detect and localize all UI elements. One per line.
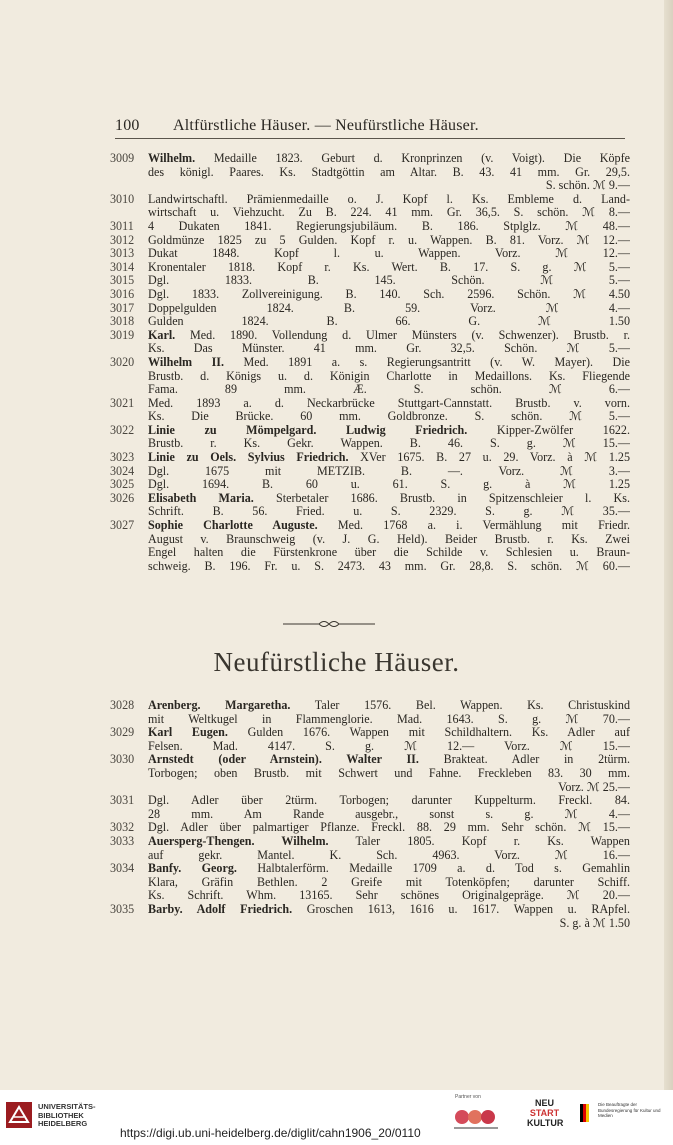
entry-line bbox=[148, 315, 630, 329]
catalog-entry bbox=[110, 465, 630, 479]
entry-line bbox=[148, 179, 630, 193]
entry-name: Elisabeth Maria. bbox=[148, 491, 254, 505]
bkm-text: Die Beauftragte der Bundesregierung für Kultur und Medien bbox=[598, 1102, 661, 1118]
entry-line bbox=[148, 424, 630, 438]
partner-label: Partner von bbox=[455, 1094, 481, 1100]
entry-text: Med. 1893 a. d. Neckarbrücke Stuttgart-Cannstatt. Brustb. v. vorn. bbox=[148, 396, 630, 410]
catalog-entry bbox=[110, 794, 630, 821]
entry-text: S. schön. ℳ 9.— bbox=[545, 179, 630, 193]
catalog-entry bbox=[110, 451, 630, 465]
catalog-entry bbox=[110, 302, 630, 316]
entry-text: Brustb. d. Königs u. d. Königin Charlotte in Medaillons. Ks. Fliegende bbox=[148, 369, 630, 383]
entry-name: Arnstedt (oder Arnstein). Walter II. bbox=[148, 753, 419, 767]
entry-line bbox=[148, 220, 630, 234]
catalog-entry bbox=[110, 492, 630, 519]
entry-line bbox=[148, 546, 630, 560]
entry-line bbox=[148, 288, 630, 302]
catalog-entry bbox=[110, 478, 630, 492]
entry-text: Ks. Das Münster. 41 mm. Gr. 32,5. Schön. ℳ 5.— bbox=[148, 342, 630, 356]
entry-text: Engel halten die Fürstenkrone über die Schilde v. Schlesien u. Braun- bbox=[148, 546, 630, 560]
lot-number: 3013 bbox=[110, 246, 135, 261]
entry-line bbox=[148, 767, 630, 781]
entry-text: Gulden 1676. Wappen mit Schildhaltern. Ks. Adler auf bbox=[247, 726, 630, 740]
entry-text: Kronentaler 1818. Kopf r. Ks. Wert. B. 17. S. g. ℳ 5.— bbox=[148, 260, 630, 274]
permalink-url[interactable]: https://digi.ub.uni-heidelberg.de/diglit/cahn1906_20/0110 bbox=[120, 1126, 421, 1140]
entry-line bbox=[148, 234, 630, 248]
entry-text: Brakteat. Adler in 2türm. bbox=[443, 753, 630, 767]
entry-line bbox=[148, 383, 630, 397]
entry-line bbox=[148, 193, 630, 207]
entry-text: des königl. Paares. Ks. Stadtgöttin am Altar. B. 43. 41 mm. Gr. 29,5. bbox=[148, 165, 630, 179]
lot-number: 3016 bbox=[110, 286, 135, 301]
entry-line bbox=[148, 492, 630, 506]
entry-name: Sophie Charlotte Auguste. bbox=[148, 519, 318, 533]
entry-text: Med. 1891 a. s. Regierungsantritt (v. W. Mayer). Die bbox=[243, 355, 630, 369]
entry-text: Sterbetaler 1686. Brustb. in Spitzenschleier l. Ks. bbox=[275, 491, 630, 505]
entry-text: August v. Braunschweig (v. J. G. Held). Beider Brustb. r. Ks. Zwei bbox=[148, 532, 630, 546]
library-name-line: BIBLIOTHEK bbox=[38, 1110, 84, 1120]
neustart-line: START bbox=[529, 1108, 560, 1118]
entry-name: Arenberg. Margaretha. bbox=[148, 699, 291, 712]
library-name-line: HEIDELBERG bbox=[38, 1119, 88, 1128]
entries-list-first bbox=[110, 152, 630, 573]
library-name-line: UNIVERSITÄTS- bbox=[38, 1102, 96, 1111]
entry-text: mit Weltkugel in Flammenglorie. Mad. 1643. S. g. ℳ 70.— bbox=[148, 712, 630, 726]
entry-line bbox=[148, 329, 630, 343]
entry-line bbox=[148, 505, 630, 519]
catalog-entry bbox=[110, 835, 630, 862]
lot-number: 3021 bbox=[110, 395, 135, 410]
catalog-entry bbox=[110, 424, 630, 451]
entry-line bbox=[148, 808, 630, 822]
lot-number: 3023 bbox=[110, 450, 135, 465]
catalog-entry bbox=[110, 193, 630, 220]
entry-line bbox=[148, 917, 630, 931]
entry-text: Vorz. ℳ 25.— bbox=[558, 780, 630, 794]
entry-text: Dgl. 1833. B. 145. Schön. ℳ 5.— bbox=[148, 274, 630, 288]
entry-line bbox=[148, 478, 630, 492]
header-rule bbox=[115, 138, 625, 139]
entry-line bbox=[148, 356, 630, 370]
entry-line bbox=[148, 876, 630, 890]
entry-text: Torbogen; oben Brustb. mit Schwert und Fahne. Freckleben 83. 30 mm. bbox=[148, 766, 630, 780]
entry-text: XVer 1675. B. 27 u. 29. Vorz. à ℳ 1.25 bbox=[360, 451, 630, 465]
entry-text: Felsen. Mad. 4147. S. g. ℳ 12.— Vorz. ℳ 15.— bbox=[148, 739, 630, 753]
lot-number: 3019 bbox=[110, 327, 135, 342]
entry-text: Kipper-Zwölfer 1622. bbox=[496, 423, 630, 437]
catalog-entry bbox=[110, 220, 630, 234]
lot-number: 3026 bbox=[110, 490, 135, 505]
entry-line bbox=[148, 166, 630, 180]
entry-name: Barby. Adolf Friedrich. bbox=[148, 902, 293, 916]
catalog-entry bbox=[110, 261, 630, 275]
entry-name: Linie zu Mömpelgard. Ludwig Friedrich. bbox=[148, 423, 468, 437]
entry-line bbox=[148, 821, 630, 835]
catalog-entry bbox=[110, 726, 630, 753]
lot-number: 3030 bbox=[110, 752, 135, 767]
footer-bar bbox=[0, 1090, 673, 1145]
lot-number: 3010 bbox=[110, 191, 135, 206]
entry-line bbox=[148, 726, 630, 740]
entry-text: Med. 1890. Vollendung d. Ulmer Münsters (v. Schwenzer). Brustb. r. bbox=[190, 328, 630, 342]
entry-line bbox=[148, 451, 630, 465]
entry-text: Klara, Gräfin Bethlen. 2 Greife mit Totenköpfen; darunter Schiff. bbox=[148, 875, 630, 889]
entry-line bbox=[148, 465, 630, 479]
entry-text: 28 mm. Am Rande ausgebr., sonst s. g. ℳ 4.— bbox=[148, 807, 630, 821]
lot-number: 3018 bbox=[110, 314, 135, 329]
entry-line bbox=[148, 206, 630, 220]
entry-line bbox=[148, 560, 630, 574]
entry-text: Gulden 1824. B. 66. G. ℳ 1.50 bbox=[148, 315, 630, 329]
entry-line bbox=[148, 794, 630, 808]
entry-line bbox=[148, 342, 630, 356]
running-header bbox=[115, 117, 625, 135]
lot-number: 3017 bbox=[110, 300, 135, 315]
catalog-entry bbox=[110, 699, 630, 726]
library-name bbox=[38, 1103, 96, 1129]
lot-number: 3034 bbox=[110, 861, 135, 876]
lot-number: 3011 bbox=[110, 218, 134, 233]
lot-number: 3009 bbox=[110, 151, 135, 165]
catalog-entry bbox=[110, 903, 630, 930]
catalog-entry bbox=[110, 288, 630, 302]
entry-name: Linie zu Oels. Sylvius Friedrich. bbox=[148, 451, 349, 465]
lot-number: 3022 bbox=[110, 422, 135, 437]
catalog-entry bbox=[110, 234, 630, 248]
catalog-entry bbox=[110, 397, 630, 424]
entry-line bbox=[148, 753, 630, 767]
entry-line bbox=[148, 781, 630, 795]
entry-line bbox=[148, 889, 630, 903]
entry-text: Medaille 1823. Geburt d. Kronprinzen (v. Voigt). Die Köpfe bbox=[213, 152, 630, 165]
catalog-entry bbox=[110, 753, 630, 794]
entry-line bbox=[148, 849, 630, 863]
entry-line bbox=[148, 699, 630, 713]
entry-line bbox=[148, 835, 630, 849]
entry-text: Doppelgulden 1824. B. 59. Vorz. ℳ 4.— bbox=[148, 301, 630, 315]
entry-text: Fama. 89 mm. Æ. S. schön. ℳ 6.— bbox=[148, 383, 630, 397]
lot-number: 3025 bbox=[110, 477, 135, 492]
entry-line bbox=[148, 862, 630, 876]
entry-line bbox=[148, 519, 630, 533]
entry-line bbox=[148, 261, 630, 275]
entry-line bbox=[148, 302, 630, 316]
page-edge bbox=[664, 0, 673, 1090]
catalog-entry bbox=[110, 274, 630, 288]
entry-name: Wilhelm. bbox=[148, 152, 196, 165]
catalog-entry bbox=[110, 329, 630, 356]
entry-line bbox=[148, 410, 630, 424]
entry-text: Dgl. 1675 mit METZIB. B. —. Vorz. ℳ 3.— bbox=[148, 464, 630, 478]
lot-number: 3032 bbox=[110, 820, 135, 835]
lot-number: 3020 bbox=[110, 354, 135, 369]
lot-number: 3014 bbox=[110, 259, 135, 274]
entry-line bbox=[148, 370, 630, 384]
lot-number: 3015 bbox=[110, 273, 135, 288]
catalog-entry bbox=[110, 356, 630, 397]
entry-text: Med. 1768 a. i. Vermählung mit Friedr. bbox=[337, 519, 630, 533]
page-number: 100 bbox=[115, 117, 140, 134]
partner-logo-icon bbox=[448, 1102, 504, 1132]
entry-text: Dgl. Adler über 2türm. Torbogen; darunter Kuppelturm. Freckl. 84. bbox=[148, 794, 630, 808]
section-title: Neufürstliche Häuser. bbox=[213, 647, 460, 677]
entry-text: Landwirtschaftl. Prämienmedaille o. J. Kopf l. Ks. Embleme d. Land- bbox=[148, 192, 630, 206]
catalog-entry bbox=[110, 247, 630, 261]
federal-eagle-icon bbox=[580, 1104, 594, 1122]
catalog-entry bbox=[110, 152, 630, 193]
entry-text: Brustb. r. Ks. Gekr. Wappen. B. 46. S. g. ℳ 15.— bbox=[148, 437, 630, 451]
entry-text: S. g. à ℳ 1.50 bbox=[559, 916, 630, 930]
entry-name: Auersperg-Thengen. Wilhelm. bbox=[148, 834, 329, 848]
entry-text: Ks. Schrift. Whm. 13165. Sehr schönes Originalgepräge. ℳ 20.— bbox=[148, 889, 630, 903]
lot-number: 3028 bbox=[110, 698, 135, 712]
lot-number: 3029 bbox=[110, 725, 135, 740]
entry-text: 4 Dukaten 1841. Regierungsjubiläum. B. 186. Stplglz. ℳ 48.— bbox=[148, 219, 630, 233]
neustart-kultur-logo bbox=[527, 1098, 562, 1138]
entry-text: wirtschaft u. Viehzucht. Zu B. 224. 41 mm. Gr. 36,5. S. schön. ℳ 8.— bbox=[148, 206, 630, 220]
entry-text: Taler 1805. Kopf r. Ks. Wappen bbox=[355, 834, 630, 848]
university-library-logo-icon bbox=[6, 1102, 32, 1128]
entry-text: Goldmünze 1825 zu 5 Gulden. Kopf r. u. Wappen. B. 81. Vorz. ℳ 12.— bbox=[148, 233, 630, 247]
entry-text: Ks. Die Brücke. 60 mm. Goldbronze. S. schön. ℳ 5.— bbox=[148, 410, 630, 424]
entry-text: Dgl. Adler über palmartiger Pflanze. Freckl. 88. 29 mm. Sehr schön. ℳ 15.— bbox=[148, 821, 630, 835]
catalog-entry bbox=[110, 862, 630, 903]
neustart-line: NEU bbox=[534, 1098, 554, 1108]
entry-text: Dgl. 1833. Zollvereinigung. B. 140. Sch. 2596. Schön. ℳ 4.50 bbox=[148, 287, 630, 301]
lot-number: 3031 bbox=[110, 793, 135, 808]
lot-number: 3035 bbox=[110, 901, 135, 916]
entry-line bbox=[148, 533, 630, 547]
entry-text: schweig. B. 196. Fr. u. S. 2473. 43 mm. Gr. 28,8. S. schön. ℳ 60.— bbox=[148, 559, 630, 573]
entry-line bbox=[148, 152, 630, 166]
entries-list-second bbox=[110, 699, 630, 930]
entry-text: Taler 1576. Bel. Wappen. Ks. Christuskind bbox=[314, 699, 630, 712]
entry-name: Banfy. Georg. bbox=[148, 862, 237, 876]
lot-number: 3033 bbox=[110, 833, 135, 848]
entry-name: Karl Eugen. bbox=[148, 726, 228, 740]
catalog-entry bbox=[110, 519, 630, 573]
neustart-line: KULTUR bbox=[527, 1118, 564, 1128]
divider-ornament bbox=[283, 619, 375, 629]
entry-line bbox=[148, 740, 630, 754]
entry-text: auf gekr. Mantel. K. Sch. 4963. Vorz. ℳ 16.— bbox=[148, 848, 630, 862]
entry-text: Halbtalerförm. Medaille 1709 a. d. Tod s. Gemahlin bbox=[257, 862, 630, 876]
running-title: Altfürstliche Häuser. — Neufürstliche Häuser. bbox=[173, 117, 479, 134]
entry-name: Karl. bbox=[148, 328, 176, 342]
entry-line bbox=[148, 397, 630, 411]
entry-line bbox=[148, 274, 630, 288]
entry-line bbox=[148, 247, 630, 261]
lot-number: 3024 bbox=[110, 463, 135, 478]
entry-text: Dgl. 1694. B. 60 u. 61. S. g. à ℳ 1.25 bbox=[148, 478, 630, 492]
entry-line bbox=[148, 903, 630, 917]
catalog-entry bbox=[110, 821, 630, 835]
entry-name: Wilhelm II. bbox=[148, 355, 225, 369]
lot-number: 3012 bbox=[110, 232, 135, 247]
catalog-entry bbox=[110, 315, 630, 329]
entry-text: Groschen 1613, 1616 u. 1617. Wappen u. RApfel. bbox=[306, 902, 630, 916]
lot-number: 3027 bbox=[110, 518, 135, 533]
entry-line bbox=[148, 713, 630, 727]
entry-text: Schrift. B. 56. Fried. u. S. 2329. S. g. ℳ 35.— bbox=[148, 505, 630, 519]
entry-line bbox=[148, 437, 630, 451]
entry-text: Dukat 1848. Kopf l. u. Wappen. Vorz. ℳ 12.— bbox=[148, 247, 630, 261]
